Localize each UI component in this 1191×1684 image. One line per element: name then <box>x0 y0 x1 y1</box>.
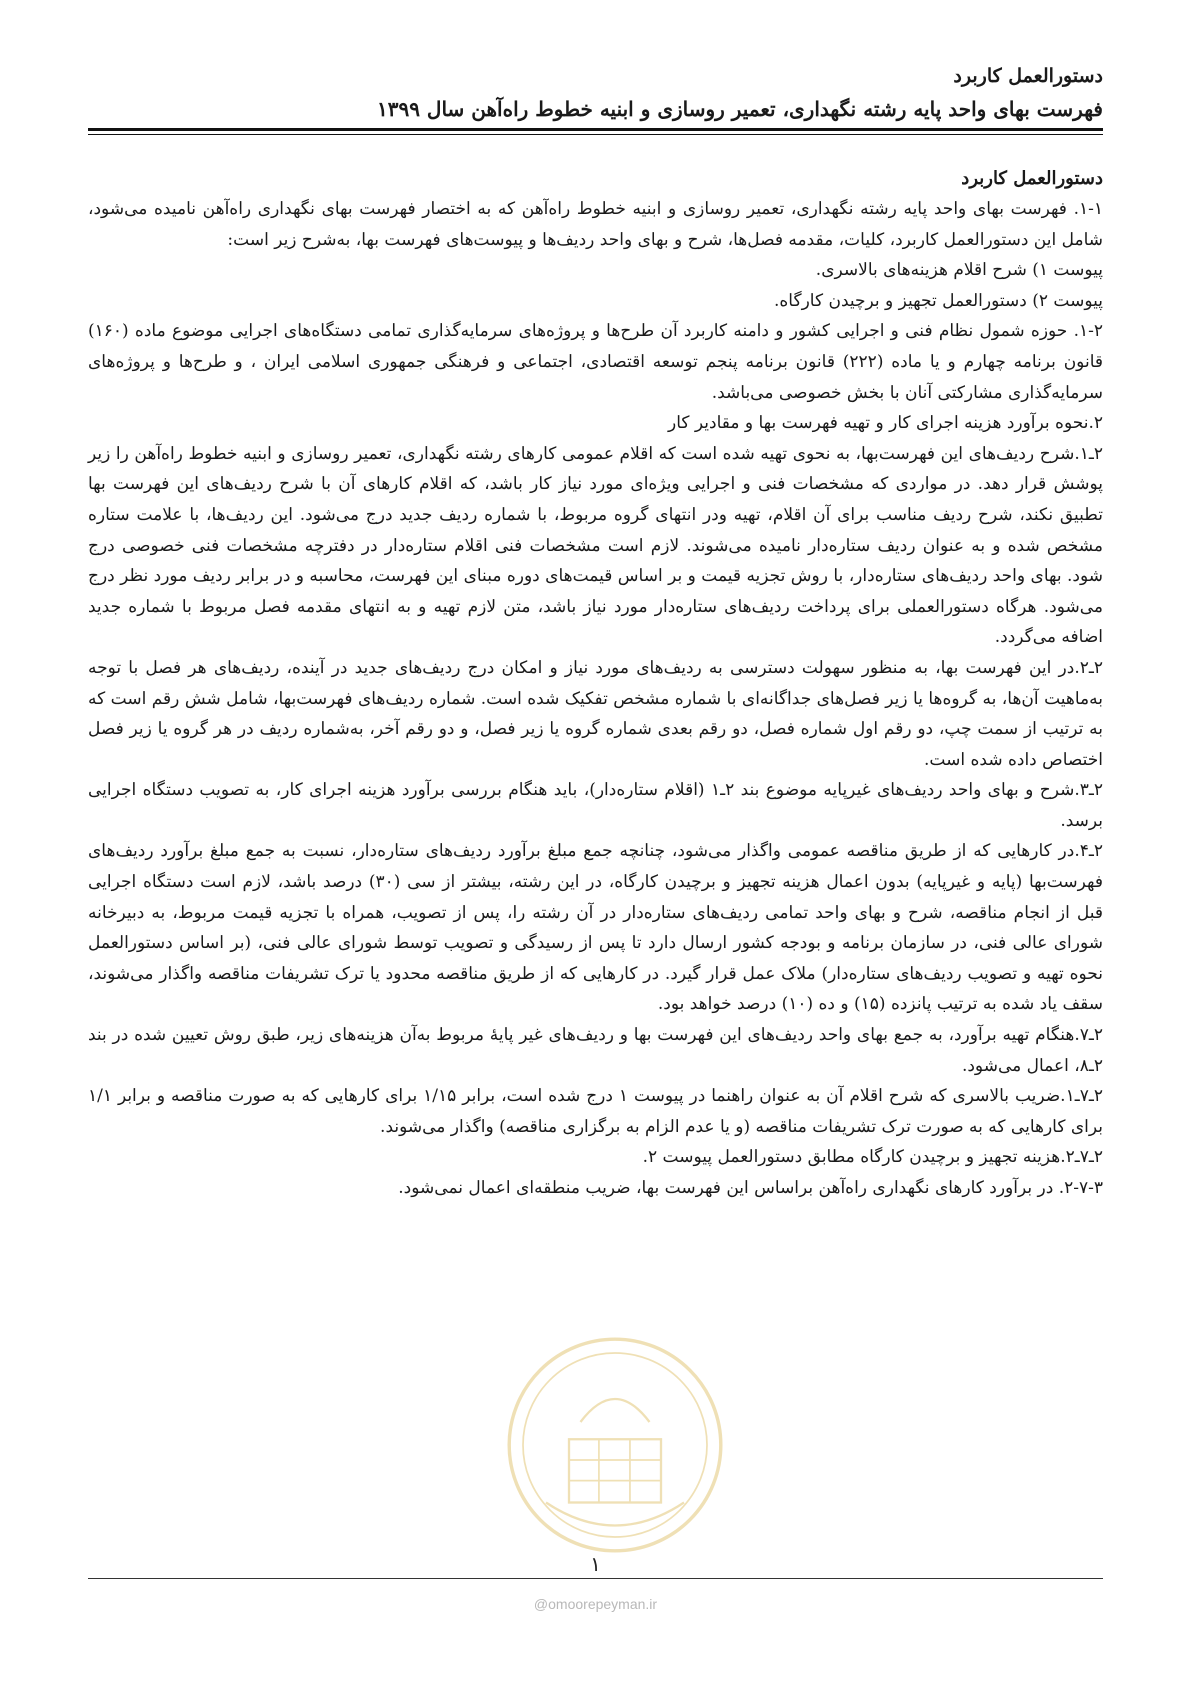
paragraph-1-2: ۱-۲. حوزه شمول نظام فنی و اجرایی کشور و دامنه کاربرد آن طرح‌ها و پروژه‌های سرمایه‌گذاری تمامی دستگاه‌های اجرایی موضوع ماده (۱۶۰) قانون برنامه چهارم و یا ماده (۲۲۲) قانون برنامه پنجم توسعه اقتصادی، اجتماعی و فرهنگی جمهوری اسلامی ایران ، و طرح‌ها و پروژه‌های سرمایه‌گذاری مشارکتی آنان با بخش خصوصی می‌باشد. <box>88 321 1103 403</box>
paragraph-2-7: ۲ـ۷.هنگام تهیه برآورد، به جمع بهای واحد ردیف‌های این فهرست بها و ردیف‌های غیر پایهٔ مربوط به‌آن هزینه‌های زیر، طبق روش تعیین شده در بند ۲ـ۸، اعمال می‌شود. <box>88 1025 1103 1076</box>
watermark-url: @omoorepeyman.ir <box>533 1596 658 1612</box>
section-2-heading: ۲.نحوه برآورد هزینه اجرای کار و تهیه فهرست بها و مقادیر کار <box>668 413 1103 434</box>
header-subtitle: فهرست بهای واحد پایه رشته نگهداری، تعمیر روسازی و ابنیه خطوط راه‌آهن سال ۱۳۹۹ <box>377 97 1103 121</box>
document-body <box>88 164 1103 1204</box>
annex-1-item: پیوست ۱) شرح اقلام هزینه‌های بالاسری. <box>815 260 1103 281</box>
page-number: ۱ <box>590 1552 601 1576</box>
page-header <box>88 64 1103 124</box>
paragraph-2-7-2: ۲ـ۷ـ۲.هزینه تجهیز و برچیدن کارگاه مطابق دستورالعمل پیوست ۲. <box>642 1147 1103 1168</box>
section-title: دستورالعمل کاربرد <box>961 168 1103 189</box>
paragraph-2-2: ۲ـ۲.در این فهرست بها، به منظور سهولت دسترسی به ردیف‌های مورد نیاز و امکان درج ردیف‌های جدید در آینده، ردیف‌های هر فصل با توجه به‌ماهیت آن‌ها، به گروه‌ها یا زیر فصل‌های جداگانه‌ای با شماره مشخص تفکیک شده است. شماره ردیف‌های فهرست‌بها، شامل شش رقم است که به ترتیب از سمت چپ، دو رقم اول شماره فصل، دو رقم بعدی شماره گروه یا زیر فصل، و دو رقم آخر، به‌شماره ردیف در هر گروه یا زیر فصل اختصاص داده شده است. <box>88 657 1103 770</box>
header-rule-thin <box>88 134 1103 135</box>
paragraph-1-1: ۱-۱. فهرست بهای واحد پایه رشته نگهداری، تعمیر روسازی و ابنیه خطوط راه‌آهن که به اختصار فهرست بهای نگهداری راه‌آهن نامیده می‌شود، شامل این دستورالعمل کاربرد، کلیات، مقدمه فصل‌ها، شرح و بهای واحد ردیف‌ها و پیوست‌های فهرست بها، به‌شرح زیر است: <box>88 199 1103 250</box>
watermark-seal-icon <box>500 1330 730 1560</box>
paragraph-2-7-3: ۲-۷-۳. در برآورد کارهای نگهداری راه‌آهن براساس این فهرست بها، ضریب منطقه‌ای اعمال نمی‌شود. <box>398 1178 1103 1198</box>
paragraph-2-3: ۲ـ۳.شرح و بهای واحد ردیف‌های غیرپایه موضوع بند ۲ـ۱ (اقلام ستاره‌دار)، باید هنگام بررسی برآورد هزینه اجرای کار، به تصویب دستگاه اجرایی برسد. <box>88 780 1103 831</box>
paragraph-2-4: ۲ـ۴.در کارهایی که از طریق مناقصه عمومی واگذار می‌شود، چنانچه جمع مبلغ برآورد ردیف‌های ستاره‌دار، نسبت به جمع مبلغ برآورد ردیف‌های فهرست‌بها (پایه و غیرپایه) بدون اعمال هزینه تجهیز و برچیدن کارگاه، در این رشته، بیشتر از سی (۳۰) درصد باشد، لازم است دستگاه اجرایی قبل از انجام مناقصه، شرح و بهای واحد تمامی ردیف‌های ستاره‌دار در آن رشته را، پس از تصویب، همراه با تجزیه قیمت مربوط، به دبیرخانه شورای عالی فنی، در سازمان برنامه و بودجه کشور ارسال دارد تا پس از رسیدگی و تصویب توسط شورای عالی فنی، (بر اساس دستورالعمل نحوه تهیه و تصویب ردیف‌های ستاره‌دار) ملاک عمل قرار گیرد. در کارهایی که از طریق مناقصه محدود یا ترک تشریفات مناقصه واگذار می‌شوند، سقف یاد شده به ترتیب پانزده (۱۵) و ده (۱۰) درصد خواهد بود. <box>88 841 1103 1015</box>
header-rule-thick <box>88 128 1103 131</box>
paragraph-2-7-1: ۲ـ۷ـ۱.ضریب بالاسری که شرح اقلام آن به عنوان راهنما در پیوست ۱ درج شده است، برابر ۱/۱۵ برای کارهایی که به صورت مناقصه و برابر ۱/۱ برای کارهایی که به صورت ترک تشریفات مناقصه (و یا عدم الزام به برگزاری مناقصه) واگذار می‌شوند. <box>88 1086 1103 1137</box>
footer-rule <box>88 1578 1103 1579</box>
paragraph-2-1: ۲ـ۱.شرح ردیف‌های این فهرست‌بها، به نحوی تهیه شده است که اقلام عمومی کارهای رشته نگهداری، تعمیر روسازی و ابنیه خطوط راه‌آهن را زیر پوشش قرار دهد. در مواردی که مشخصات فنی و اجرایی ویژه‌ای مورد نیاز کار باشد، که اقلام کارهای آن با شرح ردیف‌های این فهرست بها تطبیق نکند، شرح ردیف مناسب برای آن اقلام، تهیه ودر انتهای گروه مربوط، با شماره ردیف جدید درج می‌شود. این ردیف‌ها، با علامت ستاره مشخص شده و به عنوان ردیف ستاره‌دار نامیده می‌شوند. لازم است مشخصات فنی اقلام ستاره‌دار در دفترچه مشخصات فنی خصوصی درج شود. بهای واحد ردیف‌های ستاره‌دار، با روش تجزیه قیمت و بر اساس قیمت‌های دوره مبنای این فهرست، محاسبه و در برابر ردیف مورد نظر درج می‌شود. هرگاه دستورالعملی برای پرداخت ردیف‌های ستاره‌دار مورد نیاز باشد، متن لازم تهیه و به انتهای مقدمه فصل مربوط با شماره جدید اضافه می‌گردد. <box>88 443 1104 648</box>
header-title: دستورالعمل کاربرد <box>953 65 1103 87</box>
annex-2-item: پیوست ۲) دستورالعمل تجهیز و برچیدن کارگاه. <box>773 290 1103 311</box>
